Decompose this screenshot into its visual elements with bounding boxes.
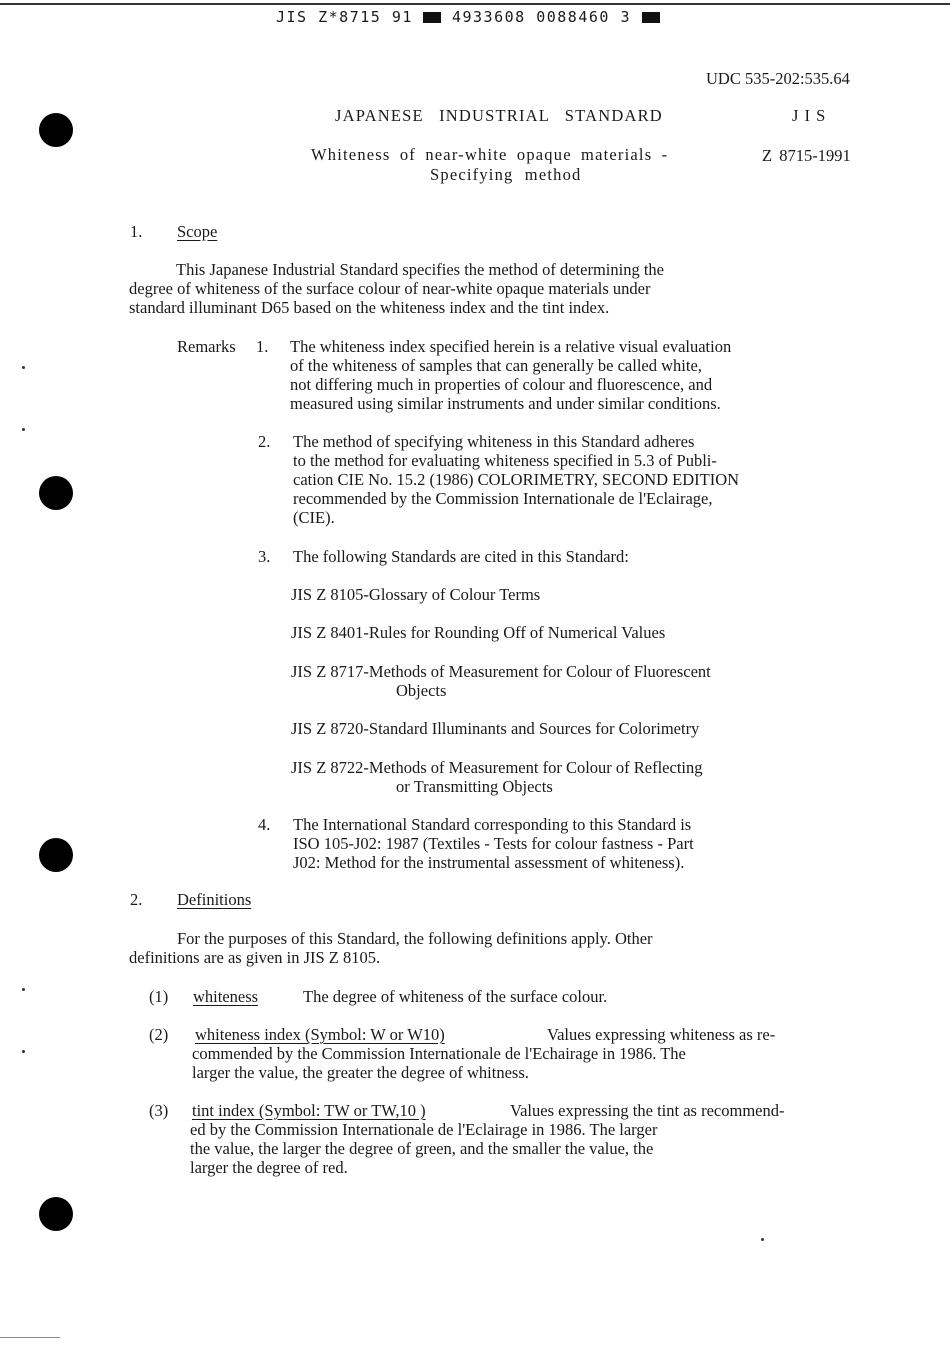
remark-line: not differing much in properties of colour and fluorescence, and xyxy=(290,375,713,394)
cited-standard-continued: Objects xyxy=(396,681,447,700)
cited-standard: JIS Z 8722-Methods of Measurement for Colour of Reflecting xyxy=(291,758,703,777)
remark-number: 3. xyxy=(258,547,271,566)
remark-line: recommended by the Commission Internationale de l'Eclairage, xyxy=(293,489,713,508)
remarks-label: Remarks xyxy=(177,337,236,356)
document-title-line1: Whiteness of near-white opaque materials - xyxy=(311,145,669,164)
black-block-mark xyxy=(642,12,660,23)
remark-line: The method of specifying whiteness in this Standard adheres xyxy=(293,432,695,451)
definition-text: The degree of whiteness of the surface colour. xyxy=(303,987,608,1006)
cited-standard: JIS Z 8105-Glossary of Colour Terms xyxy=(291,585,541,604)
remark-line: cation CIE No. 15.2 (1986) COLORIMETRY, SECOND EDITION xyxy=(293,470,740,489)
remark-number: 2. xyxy=(258,432,271,451)
definition-number: (1) xyxy=(149,987,169,1006)
punch-hole xyxy=(39,838,73,872)
definitions-intro-line1: For the purposes of this Standard, the following definitions apply. Other xyxy=(177,929,653,948)
punch-hole xyxy=(39,476,73,510)
code-prefix: JIS Z*8715 91 xyxy=(276,8,413,26)
remark-line: of the whiteness of samples that can generally be called white, xyxy=(290,356,702,375)
remark-line: J02: Method for the instrumental assessment of whiteness). xyxy=(293,853,685,872)
remark-line: The whiteness index specified herein is a relative visual evaluation xyxy=(290,337,732,356)
definition-term: whiteness xyxy=(193,987,259,1006)
remark-line: (CIE). xyxy=(293,508,335,527)
cited-standard: JIS Z 8401-Rules for Rounding Off of Numerical Values xyxy=(291,623,666,642)
cited-standard: JIS Z 8717-Methods of Measurement for Colour of Fluorescent xyxy=(291,662,711,681)
scan-speck xyxy=(22,366,25,369)
jis-label: J I S xyxy=(792,106,827,125)
remark-1-text xyxy=(290,337,731,413)
scan-speck xyxy=(22,1050,25,1053)
cited-standard-continued: or Transmitting Objects xyxy=(396,777,553,796)
section-2-number: 2. xyxy=(130,890,143,909)
remark-number: 4. xyxy=(258,815,271,834)
definition-text: ed by the Commission Internationale de l'Eclairage in 1986. The larger xyxy=(190,1120,658,1139)
punch-hole xyxy=(39,1197,73,1231)
remark-number: 1. xyxy=(256,337,269,356)
standard-title: JAPANESE INDUSTRIAL STANDARD xyxy=(335,106,663,125)
code-mid: 4933608 0088460 3 xyxy=(451,8,631,26)
scan-speck xyxy=(761,1238,764,1241)
scan-speck xyxy=(22,988,25,991)
scope-line: degree of whiteness of the surface colour of near-white opaque materials under xyxy=(129,279,651,298)
remark-line: measured using similar instruments and under similar conditions. xyxy=(290,394,721,413)
definition-text: larger the degree of red. xyxy=(190,1158,348,1177)
document-code-line xyxy=(276,8,660,27)
remark-2-text xyxy=(293,432,739,527)
punch-hole xyxy=(39,113,73,147)
scope-line: standard illuminant D65 based on the whiteness index and the tint index. xyxy=(129,298,610,317)
definition-term: whiteness index (Symbol: W or W10) xyxy=(195,1025,445,1044)
definition-text: the value, the larger the degree of green, and the smaller the value, the xyxy=(190,1139,654,1158)
scope-paragraph xyxy=(129,260,664,317)
scan-speck xyxy=(22,428,25,431)
top-edge-line xyxy=(0,3,950,5)
section-2-heading: Definitions xyxy=(177,890,252,909)
remark-line: The International Standard corresponding to this Standard is xyxy=(293,815,692,834)
definition-text: larger the value, the greater the degree of whitness. xyxy=(192,1063,529,1082)
definition-text: Values expressing the tint as recommend- xyxy=(510,1101,785,1120)
definition-text: commended by the Commission Internationale de l'Echairage in 1986. The xyxy=(192,1044,686,1063)
section-1-heading: Scope xyxy=(177,222,218,241)
definition-term: tint index (Symbol: TW or TW,10 ) xyxy=(192,1101,426,1120)
definition-number: (2) xyxy=(149,1025,169,1044)
black-block-mark xyxy=(423,12,441,23)
definition-number: (3) xyxy=(149,1101,169,1120)
bottom-edge-line xyxy=(0,1337,60,1338)
definition-text: Values expressing whiteness as re- xyxy=(547,1025,776,1044)
remark-3-text: The following Standards are cited in this Standard: xyxy=(293,547,629,566)
remark-line: ISO 105-J02: 1987 (Textiles - Tests for colour fastness - Part xyxy=(293,834,694,853)
udc-number: UDC 535-202:535.64 xyxy=(706,69,850,88)
section-1-number: 1. xyxy=(130,222,143,241)
remark-line: to the method for evaluating whiteness specified in 5.3 of Publi- xyxy=(293,451,717,470)
cited-standard: JIS Z 8720-Standard Illuminants and Sources for Colorimetry xyxy=(291,719,700,738)
document-number: Z 8715-1991 xyxy=(762,146,851,165)
definitions-intro-line2: definitions are as given in JIS Z 8105. xyxy=(129,948,381,967)
document-title-line2: Specifying method xyxy=(430,165,582,184)
remark-4-text xyxy=(293,815,694,872)
scope-line: This Japanese Industrial Standard specifies the method of determining the xyxy=(176,260,664,279)
